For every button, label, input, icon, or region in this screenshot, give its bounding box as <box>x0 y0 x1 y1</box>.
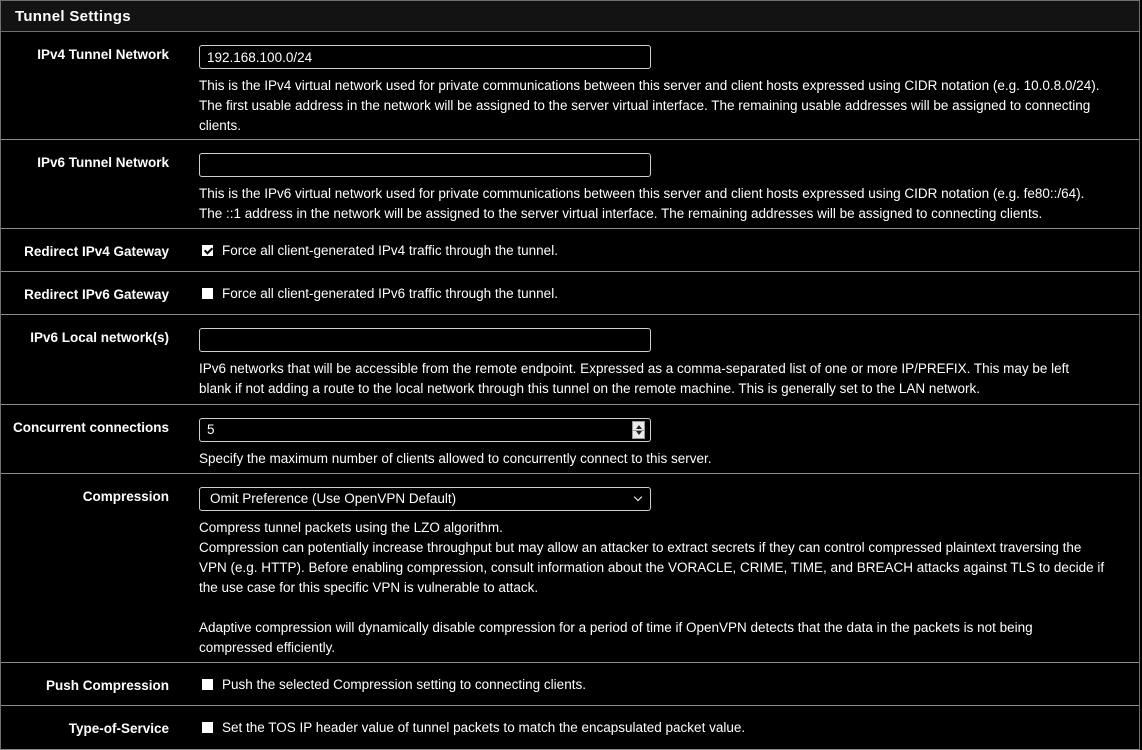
redirect-ipv4-gateway-checkbox[interactable] <box>202 245 213 256</box>
compression-selected-value: Omit Preference (Use OpenVPN Default) <box>210 491 457 506</box>
row-ipv6-local-networks <box>1 315 1139 405</box>
row-ipv6-tunnel-network <box>1 140 1139 229</box>
redirect-ipv4-gateway-label: Redirect IPv4 Gateway <box>24 244 169 259</box>
row-compression <box>1 474 1139 663</box>
ipv6-tunnel-network-help <box>199 184 1133 224</box>
push-compression-text: Push the selected Compression setting to connecting clients. <box>222 677 586 692</box>
help-line: compressed efficiently. <box>199 640 336 655</box>
compression-select[interactable] <box>199 487 651 511</box>
push-compression-label: Push Compression <box>45 678 169 693</box>
ipv6-tunnel-network-input[interactable] <box>199 153 651 177</box>
chevron-down-icon <box>634 493 642 501</box>
compression-help <box>199 518 1133 658</box>
row-push-compression <box>1 663 1139 706</box>
help-line: This is the IPv6 virtual network used for private communications between this server and client hosts expressed using CIDR notation (e.g. fe80::/64). <box>199 186 1085 201</box>
row-redirect-ipv4-gateway <box>1 229 1139 272</box>
row-redirect-ipv6-gateway <box>1 272 1139 315</box>
panel-title: Tunnel Settings <box>1 1 1139 32</box>
concurrent-connections-value: 5 <box>207 422 215 437</box>
help-line: blank if not adding a route to the local network through this tunnel on the remote machine. This is generally set to the LAN network. <box>199 381 980 396</box>
help-line: The ::1 address in the network will be assigned to the server virtual interface. The remaining addresses will be assigned to connecting clients. <box>199 206 1043 221</box>
help-line: IPv6 networks that will be accessible from the remote endpoint. Expressed as a comma-separated list of one or more IP/PREFIX. This may be left <box>199 361 1070 376</box>
help-line: clients. <box>199 118 242 133</box>
compression-label: Compression <box>82 489 169 504</box>
spin-buttons[interactable] <box>632 421 645 439</box>
spin-up-icon[interactable] <box>636 425 642 429</box>
row-concurrent-connections <box>1 405 1139 474</box>
ipv6-local-networks-label: IPv6 Local network(s) <box>30 330 169 345</box>
help-line: This is the IPv4 virtual network used for private communications between this server and client hosts expressed using CIDR notation (e.g. 10.0.8.0/24). <box>199 78 1100 93</box>
redirect-ipv4-gateway-option[interactable] <box>199 243 1133 258</box>
redirect-ipv6-gateway-option[interactable] <box>199 286 1133 301</box>
push-compression-option[interactable] <box>199 677 1133 692</box>
ipv6-tunnel-network-label: IPv6 Tunnel Network <box>37 155 169 170</box>
redirect-ipv4-gateway-text: Force all client-generated IPv4 traffic through the tunnel. <box>222 243 558 258</box>
row-ipv4-tunnel-network <box>1 32 1139 140</box>
concurrent-connections-label: Concurrent connections <box>12 420 169 435</box>
spin-down-icon[interactable] <box>636 431 642 435</box>
help-line: Compress tunnel packets using the LZO algorithm. <box>199 520 503 535</box>
help-line: VPN (e.g. HTTP). Before enabling compression, consult information about the VORACLE, CRIME, TIME, and BREACH attacks against TLS to decide if <box>199 560 1105 575</box>
redirect-ipv6-gateway-text: Force all client-generated IPv6 traffic through the tunnel. <box>222 286 558 301</box>
type-of-service-label: Type-of-Service <box>68 721 169 736</box>
ipv6-local-networks-help <box>199 359 1133 399</box>
ipv4-tunnel-network-label: IPv4 Tunnel Network <box>37 47 169 62</box>
type-of-service-checkbox[interactable] <box>202 722 213 733</box>
redirect-ipv6-gateway-checkbox[interactable] <box>202 288 213 299</box>
type-of-service-option[interactable] <box>199 720 1133 735</box>
help-line: Compression can potentially increase throughput but may allow an attacker to extract secrets if they can control compressed plaintext traversing the <box>199 540 1082 555</box>
redirect-ipv6-gateway-label: Redirect IPv6 Gateway <box>24 287 169 302</box>
push-compression-checkbox[interactable] <box>202 679 213 690</box>
ipv4-tunnel-network-input[interactable] <box>199 45 651 69</box>
concurrent-connections-stepper[interactable] <box>199 418 651 442</box>
ipv4-tunnel-network-help <box>199 76 1133 136</box>
help-line: Adaptive compression will dynamically disable compression for a period of time if OpenVPN detects that the data in the packets is not being <box>199 620 1033 635</box>
concurrent-connections-help: Specify the maximum number of clients allowed to concurrently connect to this server. <box>199 451 712 466</box>
help-line: The first usable address in the network will be assigned to the server virtual interface. The remaining usable addresses will be assigned to connecting <box>199 98 1091 113</box>
help-line: the use case for this specific VPN is vulnerable to attack. <box>199 580 539 595</box>
row-type-of-service <box>1 706 1139 750</box>
type-of-service-text: Set the TOS IP header value of tunnel packets to match the encapsulated packet value. <box>222 720 746 735</box>
ipv6-local-networks-input[interactable] <box>199 328 651 352</box>
